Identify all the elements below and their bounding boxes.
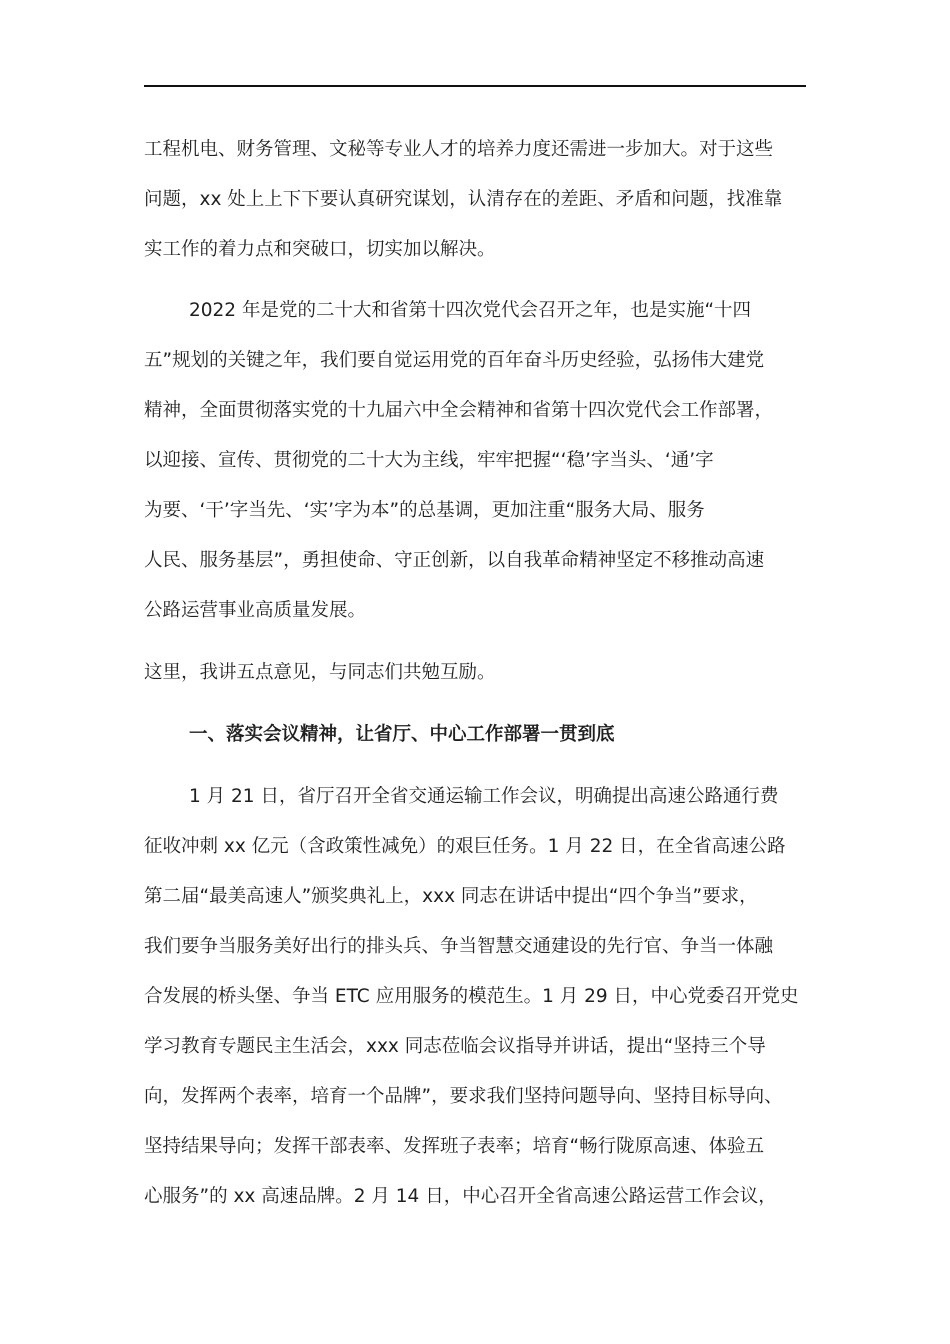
text-line: 以迎接、宣传、贯彻党的二十大为主线，牢牢把握“‘稳’字当头、‘通’字 [144, 450, 714, 471]
section-heading: 一、落实会议精神，让省厅、中心工作部署一贯到底 [189, 724, 615, 745]
text-line: 心服务”的 xx 高速品牌。2 月 14 日，中心召开全省高速公路运营工作会议， [144, 1186, 777, 1207]
text-line: 人民、服务基层”，勇担使命、守正创新，以自我革命精神坚定不移推动高速 [144, 550, 765, 571]
text-line: 这里，我讲五点意见，与同志们共勉互励。 [144, 662, 496, 683]
text-line: 实工作的着力点和突破口，切实加以解决。 [144, 239, 496, 260]
text-line: 为要、‘干’字当先、‘实’字为本”的总基调，更加注重“服务大局、服务 [144, 500, 705, 521]
text-line: 工程机电、财务管理、文秘等专业人才的培养力度还需进一步加大。对于这些 [144, 139, 774, 160]
text-line: 学习教育专题民主生活会，xxx 同志莅临会议指导并讲话，提出“坚持三个导 [144, 1036, 766, 1057]
text-line: 坚持结果导向；发挥干部表率、发挥班子表率；培育“畅行陇原高速、体验五 [144, 1136, 765, 1157]
text-line: 精神，全面贯彻落实党的十九届六中全会精神和省第十四次党代会工作部署， [144, 400, 774, 421]
text-line: 第二届“最美高速人”颁奖典礼上，xxx 同志在讲话中提出“四个争当”要求， [144, 886, 758, 907]
paragraph-first-line: 1 月 21 日，省厅召开全省交通运输工作会议，明确提出高速公路通行费 [189, 786, 779, 807]
text-line: 五”规划的关键之年，我们要自觉运用党的百年奋斗历史经验，弘扬伟大建党 [144, 350, 765, 371]
text-line: 我们要争当服务美好出行的排头兵、争当智慧交通建设的先行官、争当一体融 [144, 936, 774, 957]
text-line: 公路运营事业高质量发展。 [144, 600, 367, 621]
paragraph-first-line: 2022 年是党的二十大和省第十四次党代会召开之年，也是实施“十四 [189, 300, 752, 321]
text-line: 征收冲刺 xx 亿元（含政策性减免）的艰巨任务。1 月 22 日，在全省高速公路 [144, 836, 786, 857]
text-line: 合发展的桥头堡、争当 ETC 应用服务的模范生。1 月 29 日，中心党委召开党史 [144, 986, 799, 1007]
header-rule [144, 85, 806, 87]
text-line: 问题，xx 处上上下下要认真研究谋划，认清存在的差距、矛盾和问题，找准靠 [144, 189, 783, 210]
text-line: 向，发挥两个表率，培育一个品牌”，要求我们坚持问题导向、坚持目标导向、 [144, 1086, 783, 1107]
